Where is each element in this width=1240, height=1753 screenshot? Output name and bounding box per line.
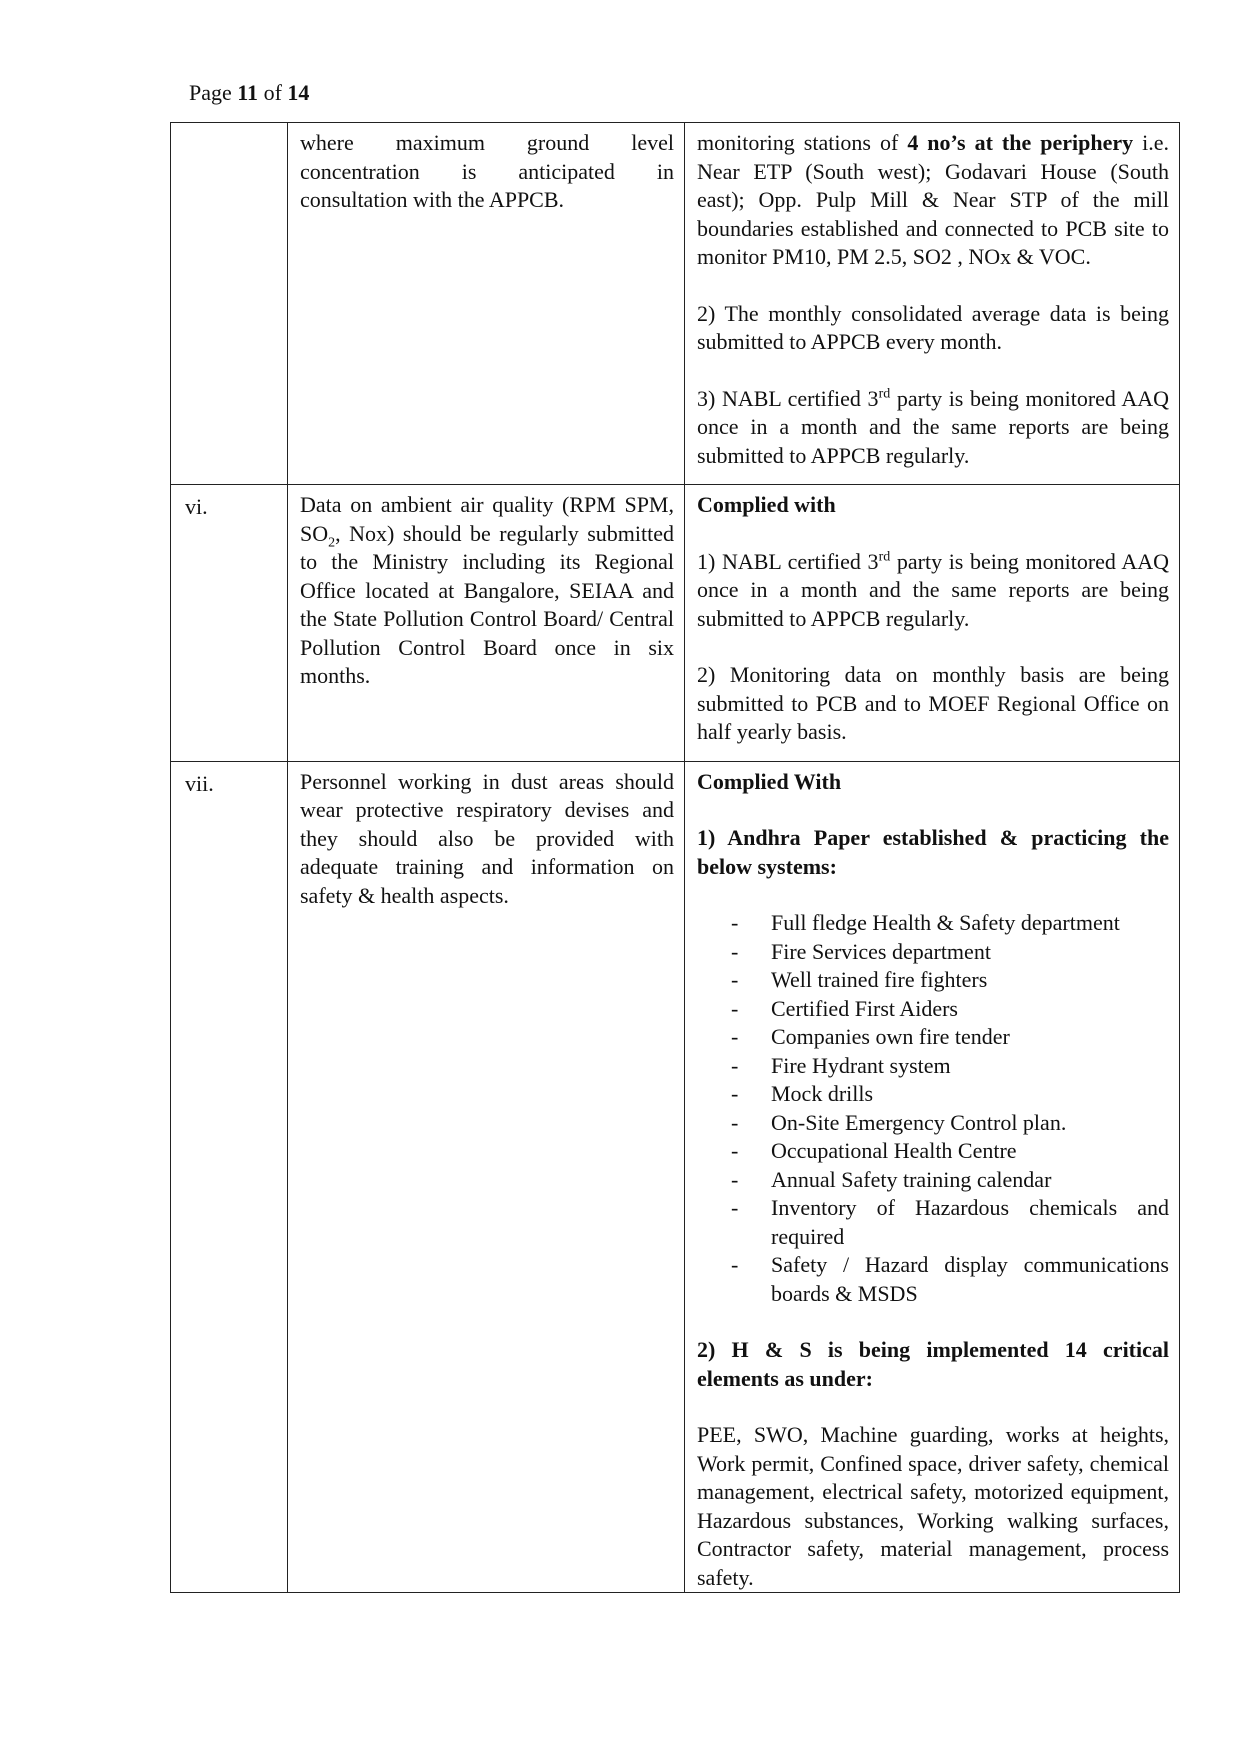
- status-heading: Complied with: [697, 492, 836, 517]
- condition-text: [288, 485, 685, 762]
- dash-bullet: -: [731, 910, 739, 935]
- table-row: [171, 123, 1180, 485]
- compliance-status-cell: [685, 485, 1180, 762]
- dash-bullet: -: [731, 1052, 739, 1078]
- total-pages: 14: [287, 80, 310, 105]
- list-item: [697, 1166, 1169, 1195]
- row-number: vi.: [171, 485, 288, 762]
- dash-bullet: -: [731, 1081, 739, 1106]
- list-item-text: Fire Hydrant system: [771, 1052, 951, 1078]
- dash-bullet: -: [731, 938, 739, 964]
- row-number: vii.: [171, 761, 288, 1593]
- list-item: [697, 1109, 1169, 1138]
- dash-bullet: -: [731, 1109, 739, 1135]
- text-run: , Nox) should be regularly submitted to the Ministry including its Regional Office located at Bangalore, SEIAA and the State Pollution Control Board/ Central Pollution Control Board once in six months.: [300, 520, 674, 688]
- status-paragraph: [697, 548, 1169, 634]
- list-item: [697, 938, 1169, 967]
- text-run: monitoring stations of: [697, 130, 908, 155]
- condition-paragraph: Personnel working in dust areas should wear protective respiratory devises and they should also be provided with adequate training and information on safety & health aspects.: [300, 768, 674, 908]
- status-heading: Complied With: [697, 768, 842, 794]
- elements-paragraph: PEE, SWO, Machine guarding, works at heights, Work permit, Confined space, driver safety, chemical management, electrical safety, motorized equipment, Hazardous substances, Working walking surfaces, Contractor safety, material management, process safety.: [697, 1422, 1169, 1590]
- dash-bullet: -: [731, 967, 739, 992]
- text-run: party is being monitored AAQ once in a month and the same reports are being submitted to APPCB regularly.: [697, 548, 1169, 631]
- bold-text-run: 4 no’s at the periphery: [907, 130, 1134, 155]
- list-item-text: Occupational Health Centre: [771, 1138, 1017, 1163]
- systems-heading: 1) Andhra Paper established & practicing the below systems:: [697, 825, 1169, 879]
- compliance-status-cell: [685, 761, 1180, 1593]
- list-item: [697, 966, 1169, 995]
- status-paragraph: 2) The monthly consolidated average data is being submitted to APPCB every month.: [697, 300, 1169, 354]
- list-item-text: Mock drills: [771, 1081, 874, 1106]
- current-page: 11: [237, 80, 259, 105]
- list-item-text: Companies own fire tender: [771, 1024, 1010, 1049]
- list-item: [697, 1194, 1169, 1251]
- systems-list: [697, 909, 1169, 1308]
- list-item-text: Certified First Aiders: [771, 995, 958, 1021]
- status-paragraph: [697, 385, 1169, 471]
- list-item-text: Full fledge Health & Safety department: [771, 910, 1120, 935]
- list-item-text: On-Site Emergency Control plan.: [771, 1109, 1067, 1135]
- dash-bullet: -: [731, 1195, 739, 1220]
- page-of-label: of: [258, 80, 288, 105]
- condition-text: [288, 123, 685, 485]
- table-row: [171, 485, 1180, 762]
- list-item-text: Inventory of Hazardous chemicals and required: [771, 1195, 1169, 1249]
- list-item: [697, 1023, 1169, 1052]
- list-item: [697, 1251, 1169, 1308]
- list-item-text: Well trained fire fighters: [771, 967, 988, 992]
- text-run: party is being monitored AAQ once in a month and the same reports are being submitted to APPCB regularly.: [697, 385, 1169, 468]
- condition-paragraph: where maximum ground level concentration is anticipated in consultation with the APPCB.: [300, 130, 674, 212]
- list-item: [697, 1137, 1169, 1166]
- table-row: [171, 761, 1180, 1593]
- text-run: 3) NABL certified 3: [697, 385, 879, 411]
- list-item-text: Fire Services department: [771, 938, 991, 964]
- list-item: [697, 1052, 1169, 1081]
- subscript: 2: [328, 534, 336, 550]
- status-paragraph: 2) Monitoring data on monthly basis are being submitted to PCB and to MOEF Regional Office on half yearly basis.: [697, 662, 1169, 744]
- compliance-table: [170, 122, 1180, 1593]
- dash-bullet: -: [731, 995, 739, 1021]
- text-run: i.e. Near ETP (South west); Godavari House (South east); Opp. Pulp Mill & Near STP of the mill boundaries established and connected to PCB site to monitor PM10, PM 2.5, SO2 , NOx & VOC.: [697, 130, 1169, 269]
- condition-text: [288, 761, 685, 1593]
- dash-bullet: -: [731, 1138, 739, 1163]
- text-run: Data on ambient air quality (RPM SPM, SO: [300, 492, 674, 546]
- condition-paragraph: [300, 491, 674, 691]
- elements-heading: 2) H & S is being implemented 14 critical elements as under:: [697, 1337, 1169, 1391]
- row-number: [171, 123, 288, 485]
- list-item: [697, 995, 1169, 1024]
- superscript: rd: [878, 549, 891, 565]
- page-number: [189, 80, 309, 106]
- list-item-text: Annual Safety training calendar: [771, 1166, 1052, 1192]
- superscript: rd: [878, 386, 891, 402]
- compliance-status-cell: [685, 123, 1180, 485]
- dash-bullet: -: [731, 1166, 739, 1192]
- list-item: [697, 1080, 1169, 1109]
- dash-bullet: -: [731, 1024, 739, 1049]
- text-run: 1) NABL certified 3: [697, 548, 879, 574]
- status-paragraph: [697, 129, 1169, 272]
- dash-bullet: -: [731, 1252, 739, 1277]
- page-label: Page: [189, 80, 238, 105]
- list-item-text: Safety / Hazard display communications boards & MSDS: [771, 1252, 1169, 1306]
- list-item: [697, 909, 1169, 938]
